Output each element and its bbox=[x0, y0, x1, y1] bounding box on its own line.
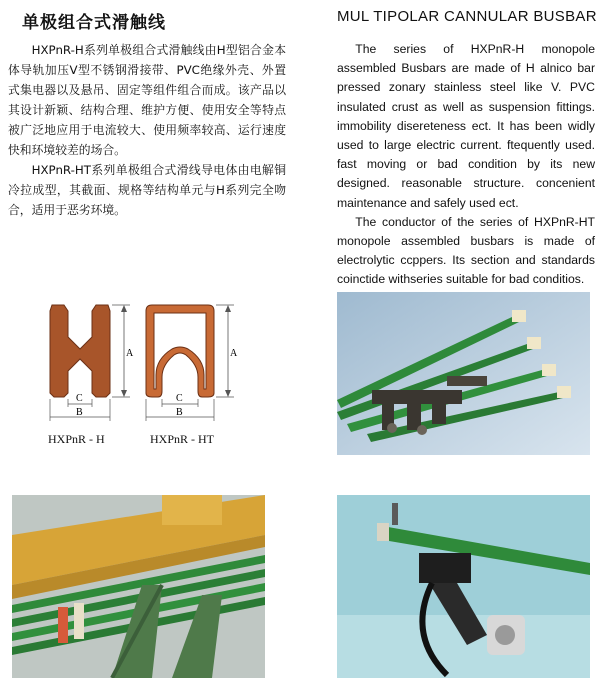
h-profile-section bbox=[50, 305, 110, 397]
ht-dim-b: B bbox=[176, 407, 183, 418]
cross-section-diagram bbox=[30, 295, 260, 430]
chinese-paragraph: HXPnR-HT系列单极组合式滑线导电体由电解铜冷拉成型，其截面、规格等结构单元与H系列完全吻合，适用于恶劣环境。 bbox=[8, 163, 286, 217]
chinese-paragraph: HXPnR-H系列单极组合式滑触线由H型铝合金本体导轨加压V型不锈钢滑接带、PVC绝缘外壳、外置式集电器以及悬吊、固定等组件组合而成。该产品以其设计新颖、结构合理、维护方便、使用安全等特点被广泛地应用于电流较大、使用频率较高、运行速度快和环境较差的场合。 bbox=[8, 43, 286, 157]
english-paragraph: The series of HXPnR-H monopole assembled Busbars are made of H alnico bar pressed zonary stainless steel like V. PVC insulated crust as well as suspension fittings. immobility disereteness ect. It has been widly used to large electric current. ftequently used. fast moving or bad condition by its new designed. reasonable structure. concenient maintenance and safely used ect. bbox=[337, 42, 595, 210]
collector-arm-photo bbox=[337, 495, 590, 678]
ht-profile-caption: HXPnR - HT bbox=[150, 432, 215, 446]
chinese-title: 单极组合式滑触线 bbox=[22, 13, 166, 33]
h-dim-c: C bbox=[76, 393, 83, 404]
crane-installation-photo bbox=[12, 495, 265, 678]
h-dim-b: B bbox=[76, 407, 83, 418]
english-description bbox=[337, 40, 595, 290]
chinese-description bbox=[8, 40, 286, 220]
ht-dim-c: C bbox=[176, 393, 183, 404]
h-dim-a: A bbox=[126, 348, 134, 359]
ht-dim-a: A bbox=[230, 348, 238, 359]
english-title: MUL TIPOLAR CANNULAR BUSBAR bbox=[337, 8, 597, 25]
busbar-collector-photo bbox=[337, 292, 590, 455]
h-profile-caption: HXPnR - H bbox=[48, 432, 105, 446]
ht-profile-section bbox=[146, 305, 214, 397]
english-paragraph: The conductor of the series of HXPnR-HT monopole assembled busbars is made of electrolytic ccppers. Its section and standards coinctide withseries suitable for bad conditios. bbox=[337, 214, 595, 287]
